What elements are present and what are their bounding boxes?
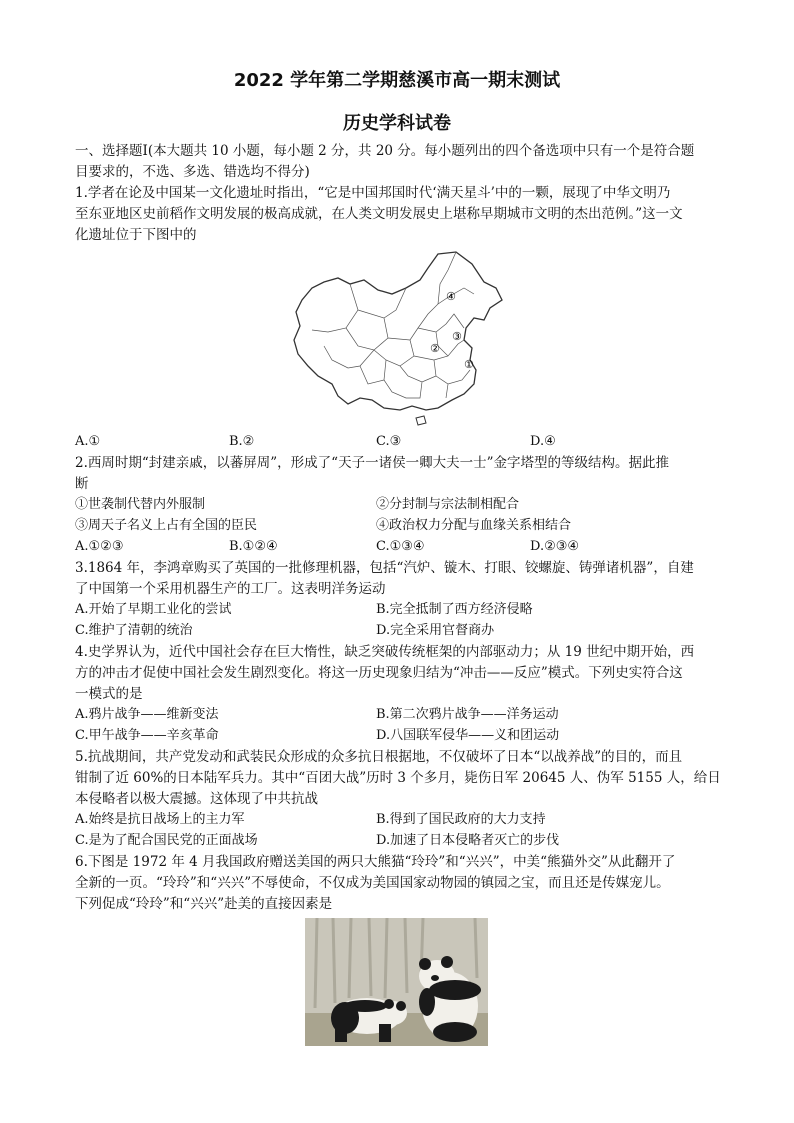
- q2-statement-1: ①世袭制代替内外服制: [75, 497, 206, 512]
- q3-option-c[interactable]: C.维护了清朝的统治: [75, 623, 193, 638]
- marker-2: ②: [430, 342, 440, 355]
- marker-1: ①: [464, 358, 474, 371]
- section-instruction-line-1: 一、选择题Ⅰ(本大题共 10 小题，每小题 2 分，共 20 分。每小题列出的四个备选项中只有一个是符合题: [75, 143, 695, 159]
- q4-stem-line-1: 4.史学界认为，近代中国社会存在巨大惰性，缺乏突破传统框架的内部驱动力；从 19 世纪中期开始，西: [75, 644, 695, 660]
- q1-option-a[interactable]: A.①: [75, 434, 101, 449]
- exam-subtitle: 历史学科试卷: [343, 113, 451, 134]
- q5-stem-line-3: 本侵略者以极大震撼。这体现了中共抗战: [75, 791, 318, 807]
- q4-option-c[interactable]: C.甲午战争——辛亥革命: [75, 728, 219, 743]
- q2-option-d[interactable]: D.②③④: [530, 539, 580, 554]
- province-borders: [312, 252, 474, 398]
- q1-option-b[interactable]: B.②: [229, 434, 255, 449]
- q2-statement-3: ③周天子名义上占有全国的臣民: [75, 518, 258, 533]
- q2-statement-4: ④政治权力分配与血缘关系相结合: [376, 518, 572, 533]
- q2-stem-line-1: 2.西周时期“封建亲戚，以蕃屏周”，形成了“天子一诸侯一卿大夫一士”金字塔型的等级结构。据此推: [75, 455, 669, 471]
- marker-4: ④: [446, 290, 456, 303]
- q2-option-c[interactable]: C.①③④: [376, 539, 425, 554]
- q6-stem-line-1: 6.下图是 1972 年 4 月我国政府赠送美国的两只大熊猫“玲玲”和“兴兴”，中美“熊猫外交”从此翻开了: [75, 854, 676, 870]
- q2-stem-line-2: 断: [75, 476, 89, 492]
- q3-option-a[interactable]: A.开始了早期工业化的尝试: [75, 602, 232, 617]
- q4-option-d[interactable]: D.八国联军侵华——义和团运动: [376, 728, 560, 743]
- section-instruction-line-2: 目要求的，不选、多选、错选均不得分): [75, 164, 310, 180]
- q3-stem-line-2: 了中国第一个采用机器生产的工厂。这表明洋务运动: [75, 581, 386, 597]
- map-markers: [430, 290, 474, 371]
- q3-option-d[interactable]: D.完全采用官督商办: [376, 623, 495, 638]
- marker-3: ③: [452, 330, 462, 343]
- q5-stem-line-2: 钳制了近 60%的日本陆军兵力。其中“百团大战”历时 3 个多月，毙伤日军 20645 人、伪军 5155 人，给日: [75, 770, 721, 786]
- q4-option-a[interactable]: A.鸦片战争——维新变法: [75, 707, 219, 722]
- q1-stem-line-3: 化遗址位于下图中的: [75, 227, 197, 243]
- q3-stem-line-1: 3.1864 年，李鸿章购买了英国的一批修理机器，包括“汽炉、镟木、打眼、铰螺旋、铸弹诸机器”，自建: [75, 560, 694, 576]
- q4-stem-line-3: 一模式的是: [75, 686, 143, 702]
- q5-option-d[interactable]: D.加速了日本侵略者灭亡的步伐: [376, 833, 560, 848]
- hainan-island: [416, 416, 426, 425]
- q2-option-b[interactable]: B.①②④: [229, 539, 278, 554]
- q6-stem-line-2: 全新的一页。“玲玲”和“兴兴”不辱使命，不仅成为美国国家动物园的镇园之宝，而且还是传媒宠儿。: [75, 875, 670, 891]
- q4-stem-line-2: 方的冲击才促使中国社会发生剧烈变化。将这一历史现象归结为“冲击——反应”模式。下列史实符合这: [75, 665, 683, 681]
- q5-option-a[interactable]: A.始终是抗日战场上的主力军: [75, 812, 245, 827]
- exam-title: 2022 学年第二学期慈溪市高一期末测试: [233, 70, 561, 91]
- q4-option-b[interactable]: B.第二次鸦片战争——洋务运动: [376, 707, 559, 722]
- q5-stem-line-1: 5.抗战期间，共产党发动和武装民众形成的众多抗日根据地，不仅破坏了日本“以战养战”的目的，而且: [75, 749, 683, 765]
- china-outline: [294, 252, 502, 410]
- q2-option-a[interactable]: A.①②③: [75, 539, 124, 554]
- china-map-figure: [288, 248, 506, 426]
- q3-option-b[interactable]: B.完全抵制了西方经济侵略: [376, 602, 533, 617]
- q5-option-b[interactable]: B.得到了国民政府的大力支持: [376, 812, 546, 827]
- q1-stem-line-2: 至东亚地区史前稻作文明发展的极高成就，在人类文明发展史上堪称早期城市文明的杰出范例。”这一文: [75, 206, 683, 222]
- q1-stem-line-1: 1.学者在论及中国某一文化遗址时指出，“它是中国邦国时代‘满天星斗’中的一颗，展现了中华文明乃: [75, 185, 671, 201]
- q2-statement-2: ②分封制与宗法制相配合: [376, 497, 520, 512]
- q5-option-c[interactable]: C.是为了配合国民党的正面战场: [75, 833, 258, 848]
- panda-photo: [305, 918, 488, 1046]
- q1-option-c[interactable]: C.③: [376, 434, 402, 449]
- q1-option-d[interactable]: D.④: [530, 434, 556, 449]
- q6-stem-line-3: 下列促成“玲玲”和“兴兴”赴美的直接因素是: [75, 896, 333, 912]
